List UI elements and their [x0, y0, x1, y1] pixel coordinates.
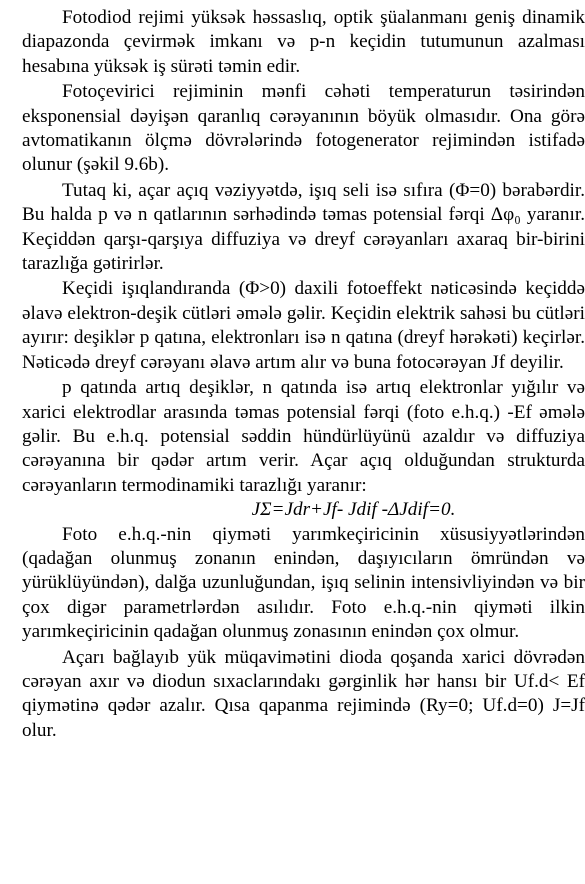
- paragraph-4: Keçidi işıqlandıranda (Φ>0) daxili fotoeffekt nəticəsində keçiddə əlavə elektron-deşik cütləri əmələ gəlir. Keçidin elektrik sahəsi bu cütləri ayırır: deşiklər p qatına, elektronları isə n qatına (dreyf hərəkəti) keçirlər. Nəticədə dreyf cərəyanı əlavə artım alır və buna fotocərəyan Jf deyilir.: [22, 278, 585, 373]
- document-page: [22, 6, 585, 743]
- paragraph-7: Açarı bağlayıb yük müqavimətini dioda qoşanda xarici dövrədən cərəyan axır və diodun sıxaclarındakı gərginlik hər hansı bir Uf.d< Ef qiymətinə qədər azalır. Qısa qapanma rejimində (Ry=0; Uf.d=0) J=Jf olur.: [22, 646, 585, 741]
- paragraph-2: Fotoçevirici rejiminin mənfi cəhəti temperaturun təsirindən eksponensial dəyişən qaranlıq cərəyanının böyük olmasıdır. Ona görə avtomatikanın ölçmə dövrələrində fotogenerator rejimindən istifadə olunur (şəkil 9.6b).: [22, 81, 585, 176]
- paragraph-6: Foto e.h.q.-nin qiyməti yarımkeçiricinin xüsusiyyətlərindən (qadağan olunmuş zonanın enindən, daşıyıcıların ömründən və yürüklüyündən), dalğa uzunluğundan, işıq selinin intensivliyindən və bir çox digər parametrlərdən asılıdır. Foto e.h.q.-nin qiyməti ilkin yarımkeçiricinin qadağan olunmuş zonasının enindən çox olmur.: [22, 523, 585, 643]
- paragraph-5: p qatında artıq deşiklər, n qatında isə artıq elektronlar yığılır və xarici elektrodlar arasında təmas potensial fərqi (foto e.h.q.) -Ef əmələ gəlir. Bu e.h.q. potensial səddin hündürlüyünü azaldır və diffuziya cərəyanına bir qədər artım verir. Açar açıq olduğundan strukturda cərəyanların termodinamiki tarazlığı yaranır:: [22, 377, 585, 496]
- equilibrium-formula: JΣ=Jdr+Jf- Jdif -ΔJdif=0.: [251, 499, 456, 521]
- paragraph-1: Fotodiod rejimi yüksək həssaslıq, optik şüalanmanı geniş dinamik diapazonda çevirmək imkanı və p-n keçidin tutumunun azalması hesabına yüksək iş sürəti təmin edir.: [22, 7, 585, 77]
- paragraph-3: Tutaq ki, açar açıq vəziyyətdə, işıq seli isə sıfıra (Φ=0) bərabərdir. Bu halda p və n qatlarının sərhədində təmas potensial fərqi Δφ₀ yaranır. Keçiddən qarşı-qarşıya diffuziya və dreyf cərəyanları axaraq bir-birini tarazlığa gətirirlər.: [22, 179, 585, 275]
